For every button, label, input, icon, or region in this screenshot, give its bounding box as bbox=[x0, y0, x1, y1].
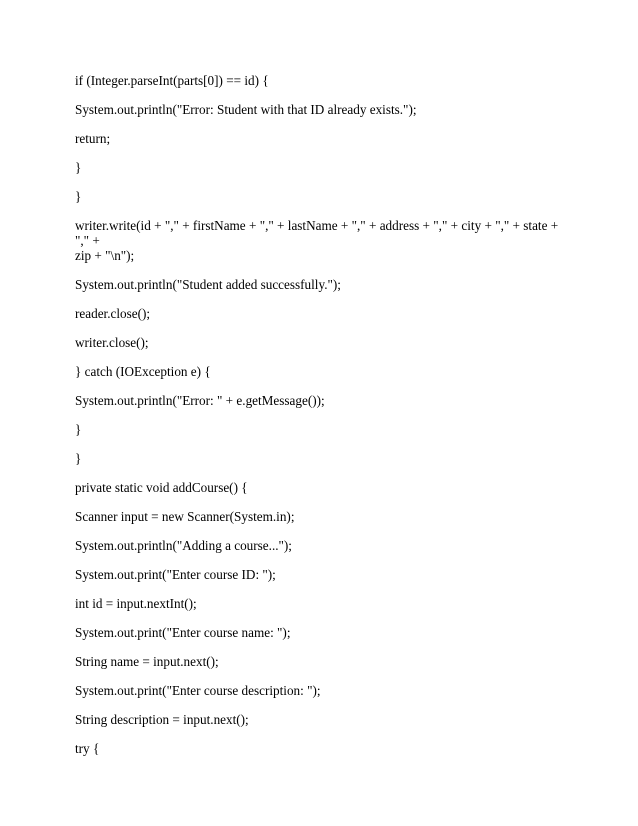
code-line: System.out.println("Error: Student with that ID already exists."); bbox=[75, 102, 417, 117]
code-line: writer.close(); bbox=[75, 335, 149, 350]
code-line: } bbox=[75, 160, 82, 175]
code-line: } bbox=[75, 189, 82, 204]
code-line: reader.close(); bbox=[75, 306, 151, 321]
code-line: System.out.println("Student added successfully."); bbox=[75, 277, 341, 292]
code-line: } bbox=[75, 451, 82, 466]
code-line: System.out.print("Enter course description: "); bbox=[75, 683, 321, 698]
code-line: System.out.println("Error: " + e.getMessage()); bbox=[75, 393, 325, 408]
code-line: System.out.print("Enter course ID: "); bbox=[75, 567, 276, 582]
code-line: System.out.println("Adding a course..."); bbox=[75, 538, 292, 553]
code-line: Scanner input = new Scanner(System.in); bbox=[75, 509, 295, 524]
code-line: } bbox=[75, 422, 82, 437]
code-line: System.out.print("Enter course name: "); bbox=[75, 625, 291, 640]
code-line: if (Integer.parseInt(parts[0]) == id) { bbox=[75, 73, 269, 88]
code-line: try { bbox=[75, 741, 100, 756]
code-line: writer.write(id + "," + firstName + "," + lastName + "," + address + "," + city + "," + state + "," + zip + "\n"); bbox=[75, 218, 559, 263]
code-line: } catch (IOException e) { bbox=[75, 364, 211, 379]
code-line: int id = input.nextInt(); bbox=[75, 596, 197, 611]
code-line: String name = input.next(); bbox=[75, 654, 219, 669]
code-line: return; bbox=[75, 131, 111, 146]
code-line: private static void addCourse() { bbox=[75, 480, 248, 495]
code-line: String description = input.next(); bbox=[75, 712, 249, 727]
code-listing bbox=[75, 73, 565, 770]
